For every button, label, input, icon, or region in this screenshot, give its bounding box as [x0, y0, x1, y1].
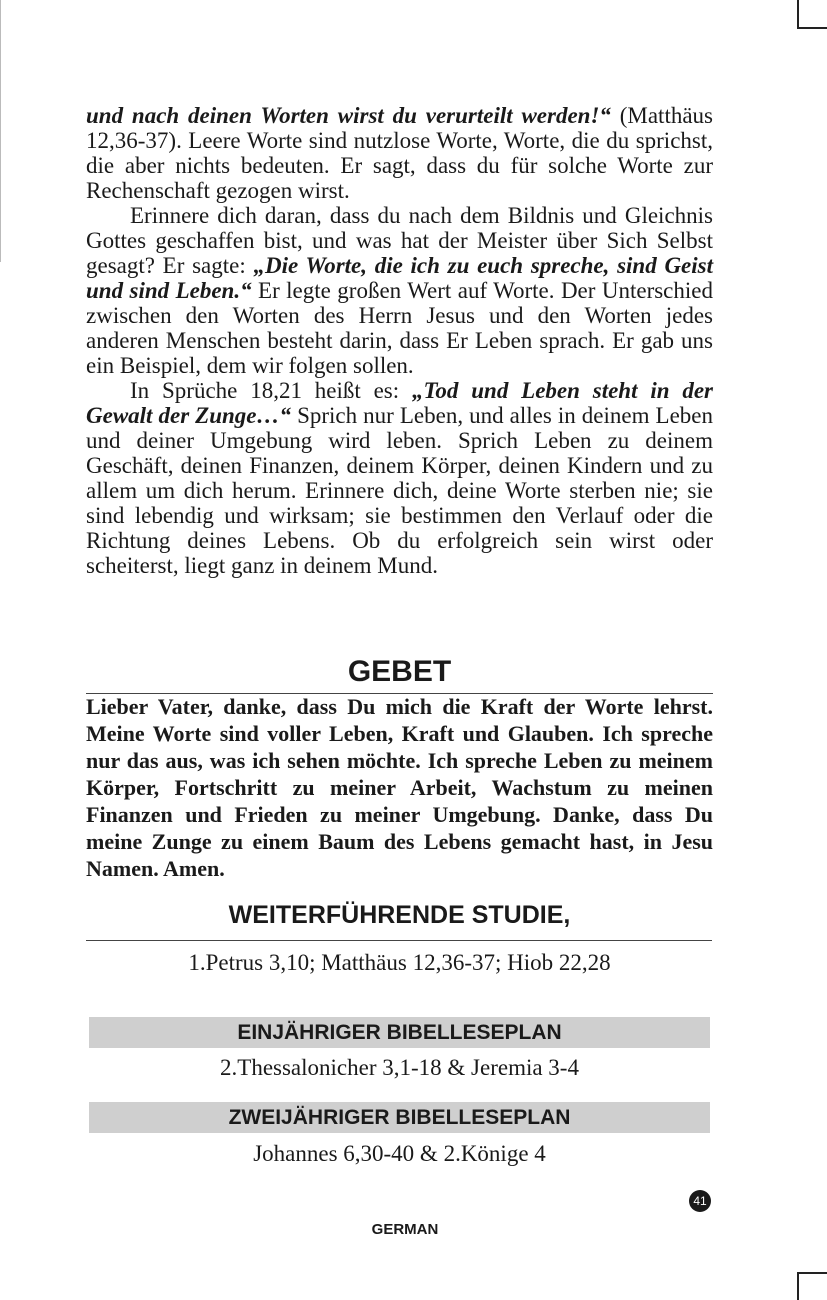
body-text — [86, 103, 713, 578]
paragraph-3 — [86, 378, 713, 578]
crop-mark-top-right-vertical — [797, 0, 799, 28]
prayer-title: GEBET — [347, 655, 452, 688]
further-study-references: 1.Petrus 3,10; Matthäus 12,36-37; Hiob 22,28 — [188, 950, 611, 975]
quote-emphasis: „Tod und Leben steht in der Gewalt der Zunge…“ — [86, 378, 713, 428]
crop-mark-left-edge — [0, 0, 1, 262]
one-year-plan-references: 2.Thessalonicher 3,1-18 & Jeremia 3-4 — [220, 1055, 579, 1080]
paragraph-text: Erinnere dich daran, dass du nach dem Bildnis und Gleichnis Gottes geschaffen bist, und was hat der Meister über Sich Selbst gesagt? Er sagte: — [86, 203, 713, 278]
two-year-plan-title: ZWEIJÄHRIGER BIBELLESEPLAN — [89, 1102, 710, 1133]
paragraph-text: In Sprüche 18,21 heißt es: — [130, 378, 412, 403]
two-year-plan-references: Johannes 6,30-40 & 2.Könige 4 — [253, 1141, 546, 1166]
further-study-title: WEITERFÜHRENDE STUDIE, — [228, 901, 571, 929]
quote-emphasis: „Die Worte, die ich zu euch spreche, sind Geist und sind Leben.“ — [86, 253, 713, 303]
one-year-plan-title: EINJÄHRIGER BIBELLESEPLAN — [89, 1017, 710, 1048]
paragraph-text: Er legte großen Wert auf Worte. Der Unterschied zwischen den Worten des Herrn Jesus und den Worten jedes anderen Menschen besteht darin, dass Er Leben sprach. Er gab uns ein Beispiel, dem wir folgen sollen. — [86, 278, 713, 378]
paragraph-1 — [86, 103, 713, 203]
crop-mark-bottom-right-vertical — [797, 1272, 799, 1300]
paragraph-text: Sprich nur Leben, und alles in deinem Leben und deiner Umgebung wird leben. Sprich Leben zu deinem Geschäft, deinen Finanzen, deinem Körper, deinen Kindern und zu allem um dich herum. Erinnere dich, deine Worte sterben nie; sie sind lebendig und wirksam; sie bestimmen den Verlauf oder die Richtung deines Lebens. Ob du erfolgreich sein wirst oder scheiterst, liegt ganz in deinem Mund. — [86, 403, 713, 578]
prayer-text: Lieber Vater, danke, dass Du mich die Kraft der Worte lehrst. Meine Worte sind voller Leben, Kraft und Glauben. Ich spreche nur das aus, was ich sehen möchte. Ich spreche Leben zu meinem Körper, Fortschritt zu meiner Arbeit, Wachstum zu meinen Finanzen und Frieden zu meiner Umgebung. Danke, dass Du meine Zunge zu einem Baum des Lebens gemacht hast, in Jesu Namen. Amen. — [86, 694, 713, 881]
paragraph-2 — [86, 203, 713, 378]
crop-mark-top-right-horizontal — [797, 27, 827, 29]
further-study-divider — [86, 940, 712, 941]
page-number-badge: 41 — [689, 1190, 711, 1212]
paragraph-text: (Matthäus 12,36-37). Leere Worte sind nutzlose Worte, Worte, die du sprichst, die aber nichts bedeuten. Er sagt, dass du für solche Worte zur Rechenschaft gezogen wirst. — [86, 103, 713, 203]
crop-mark-bottom-right-horizontal — [797, 1272, 827, 1274]
language-label: GERMAN — [371, 1221, 439, 1238]
quote-emphasis: und nach deinen Worten wirst du verurteilt werden!“ — [86, 103, 611, 128]
